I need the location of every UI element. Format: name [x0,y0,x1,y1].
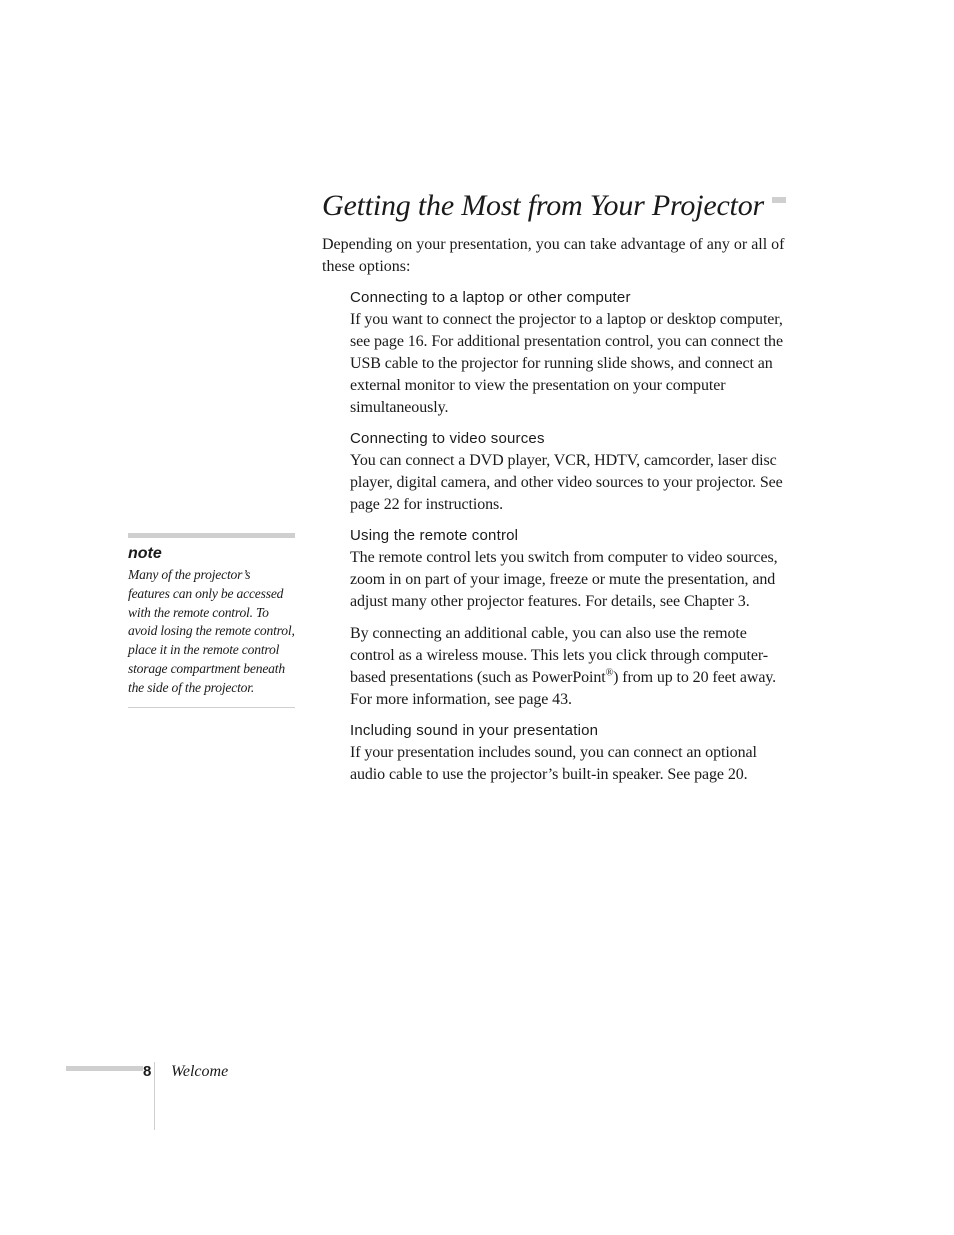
section-heading: Using the remote control [350,527,519,544]
section-remote-control [350,525,786,711]
footer-chapter-name: Welcome [171,1063,229,1080]
section-body: If you want to connect the projector to a laptop or desktop computer, see page 16. For additional presentation control, you can connect the USB cable to the projector for running slide shows, and connect an external monitor to view the presentation on your computer simultaneously. [350,311,783,416]
section-heading: Connecting to video sources [350,430,545,447]
section-sound [350,720,786,786]
registered-mark: ® [605,667,614,679]
note-heading: note [128,545,162,562]
wireless-mouse-text: By connecting an additional cable, you can also use the remote control as a wireless mouse. This lets you click through computer-based presentations (such as PowerPoint [350,625,769,686]
section-body: The remote control lets you switch from computer to video sources, zoom in on part of your image, freeze or mute the presentation, and adjust many other projector features. For details, see Chapter 3. [350,549,778,610]
section-video-sources [350,428,786,516]
wireless-mouse-paragraph [350,623,786,711]
note-bottom-rule [128,707,295,708]
footer-divider [154,1062,155,1130]
intro-paragraph: Depending on your presentation, you can take advantage of any or all of these options: [322,236,785,275]
section-body: If your presentation includes sound, you can connect an optional audio cable to use the projector’s built-in speaker. See page 20. [350,744,757,783]
footer-rule [66,1066,152,1071]
note-text: Many of the projector’s features can only be accessed with the remote control. To avoid losing the remote control, place it in the remote control storage compartment beneath the side of the projector. [128,567,295,695]
wireless-mouse-text-end: ) from up to 20 feet away. For more information, see page 43. [350,669,777,708]
section-laptop [350,287,786,419]
section-heading: Connecting to a laptop or other computer [350,289,631,306]
note-sidebar [128,533,295,708]
options-list [350,287,786,795]
section-body: You can connect a DVD player, VCR, HDTV, camcorder, laser disc player, digital camera, and other video sources to your projector. See page 22 for instructions. [350,452,783,513]
section-heading: Including sound in your presentation [350,722,599,739]
page-number: 8 [143,1063,152,1080]
note-top-rule [128,533,295,538]
page-title: Getting the Most from Your Projector [322,186,772,226]
